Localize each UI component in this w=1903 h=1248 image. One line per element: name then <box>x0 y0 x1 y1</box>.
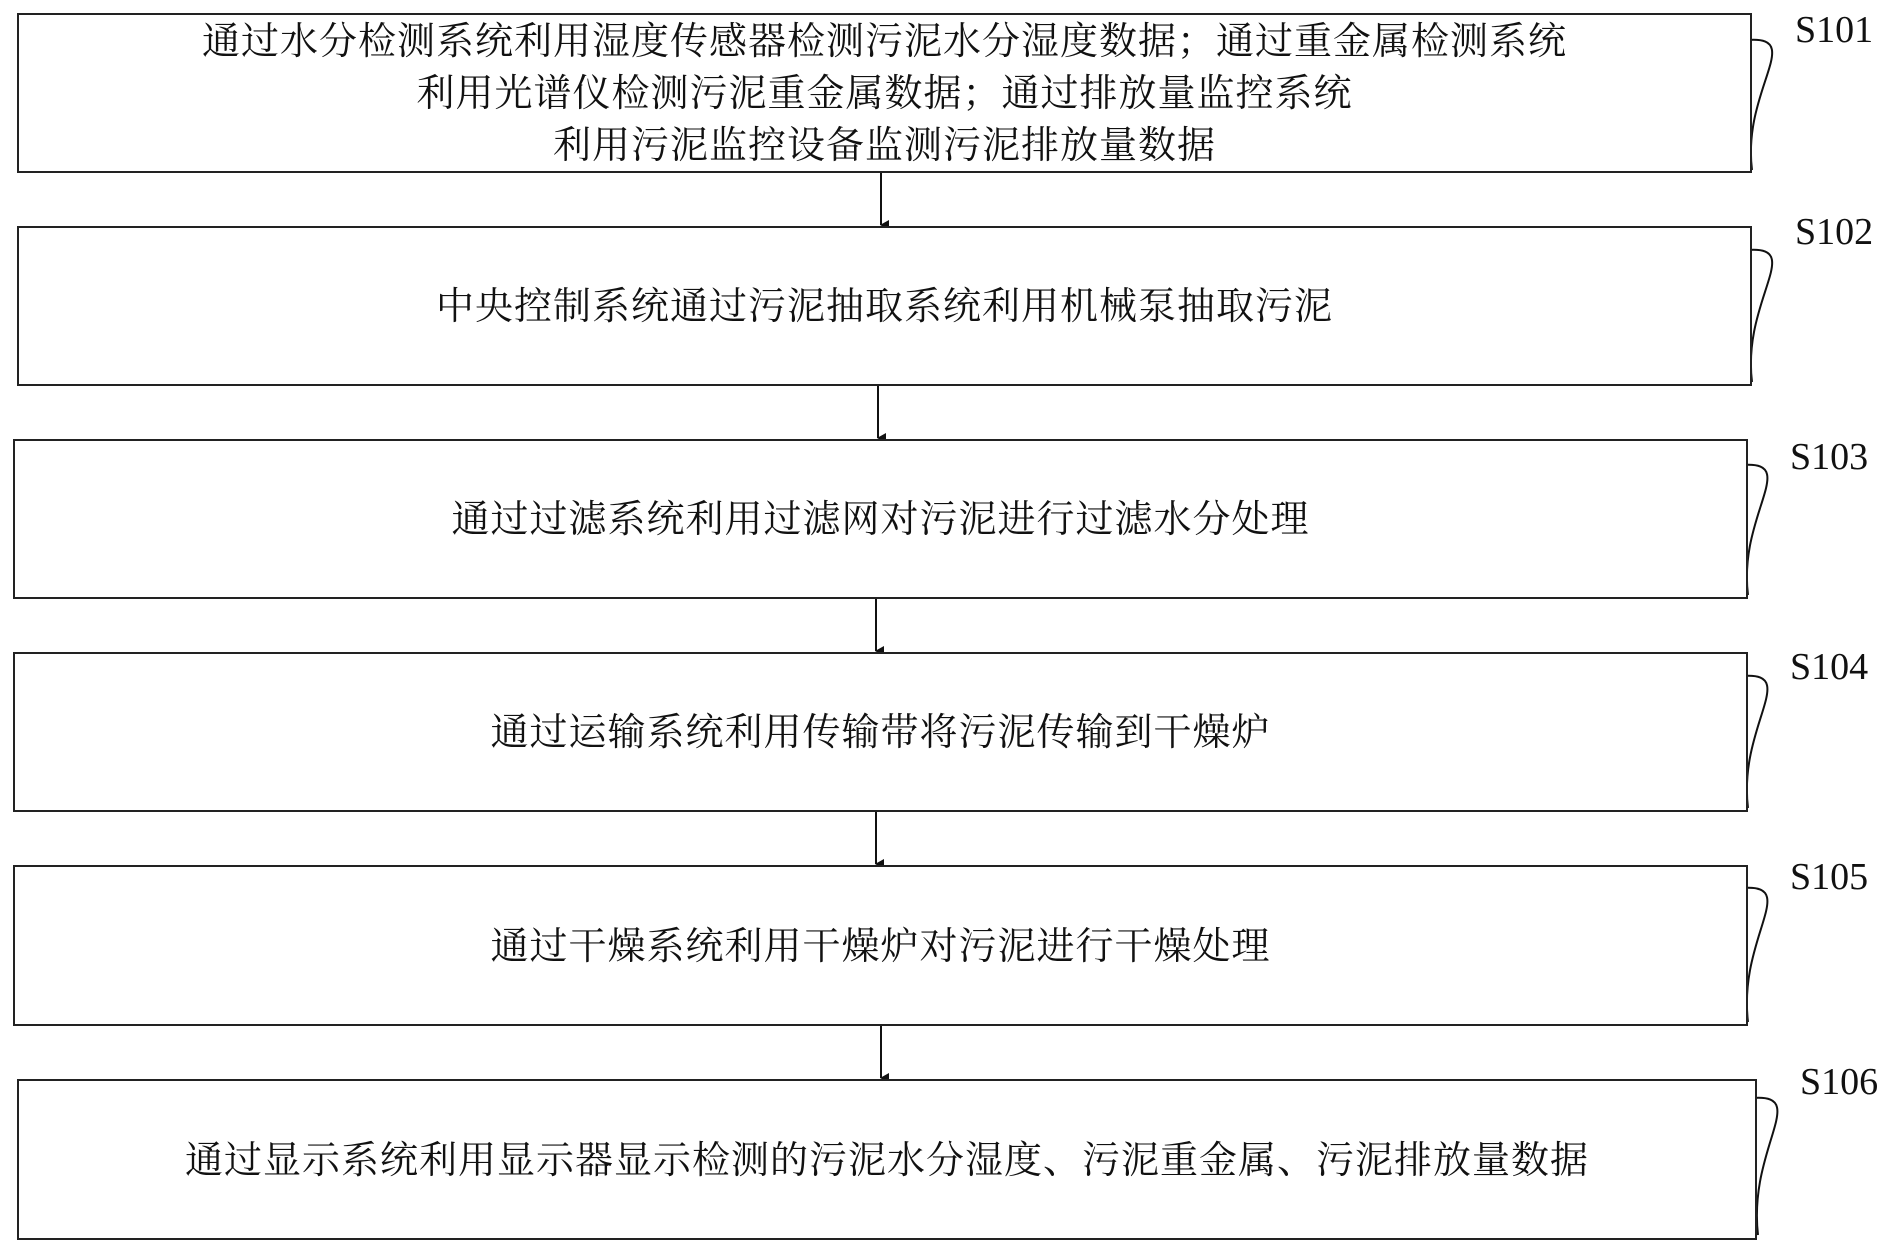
step-text-s103: 通过过滤系统利用过滤网对污泥进行过滤水分处理 <box>451 497 1310 541</box>
step-label-s102: S102 <box>1795 211 1874 253</box>
step-box-s102 <box>17 226 1752 386</box>
step-label-s106: S106 <box>1800 1061 1879 1103</box>
step-label-s101: S101 <box>1795 9 1874 51</box>
step-text-s106: 通过显示系统利用显示器显示检测的污泥水分湿度、污泥重金属、污泥排放量数据 <box>184 1137 1589 1182</box>
step-label-s105: S105 <box>1790 856 1869 898</box>
step-box-s104 <box>13 652 1748 812</box>
step-text-s105: 通过干燥系统利用干燥炉对污泥进行干燥处理 <box>490 923 1271 968</box>
step-label-s103: S103 <box>1790 436 1869 478</box>
step-text-s104: 通过运输系统利用传输带将污泥传输到干燥炉 <box>490 710 1271 754</box>
step-box-s105 <box>13 865 1748 1026</box>
step-label-s104: S104 <box>1790 646 1869 688</box>
step-box-s103 <box>13 439 1748 599</box>
step-text-s101: 通过水分检测系统利用湿度传感器检测污泥水分湿度数据；通过重金属检测系统 利用光谱仪检测污泥重金属数据；通过排放量监控系统 利用污泥监控设备监测污泥排放量数据 <box>201 19 1567 167</box>
step-box-s101 <box>17 13 1752 173</box>
step-text-s102: 中央控制系统通过污泥抽取系统利用机械泵抽取污泥 <box>435 284 1333 328</box>
step-box-s106 <box>17 1079 1757 1240</box>
